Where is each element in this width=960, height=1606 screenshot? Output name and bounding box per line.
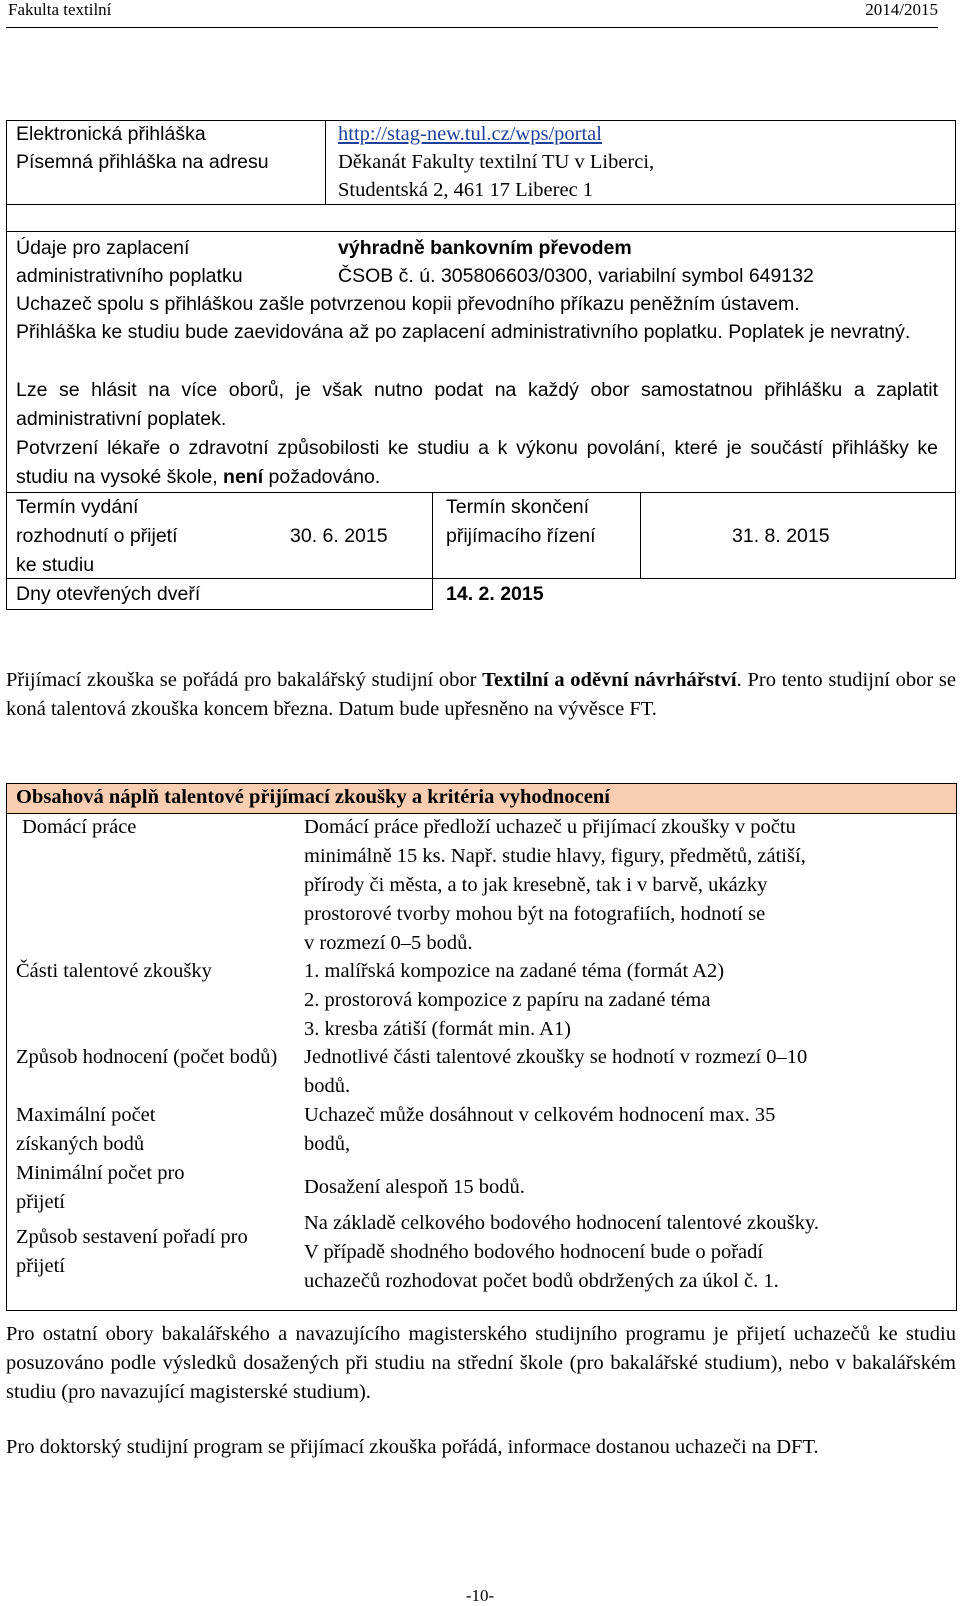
decision-label-line1: Termín vydání (16, 496, 139, 518)
row-label-max-points: Maximální počet získaných bodů (16, 1104, 156, 1155)
outro-paragraph-doctoral: Pro doktorský studijní program se přijímací zkouška pořádá, informace dostanou uchazeči na DFT. (6, 1436, 819, 1458)
running-header (8, 0, 938, 30)
intro-paragraph: Přijímací zkouška se pořádá pro bakalářský studijní obor Textilní a oděvní návrhářství. Pro tento studijní obor se koná talentová zkouška koncem března. Datum bude upřesněno na vývěsce FT. (6, 669, 956, 720)
row-value-ranking: Na základě celkového bodového hodnocení talentové zkoušky. V případě shodného bodového hodnocení bude o pořadí uchazečů rozhodovat počet bodů obdržených za úkol č. 1. (304, 1212, 819, 1292)
row-value-exam-parts: 1. malířská kompozice na zadané téma (formát A2) 2. prostorová kompozice z papíru na zadané téma 3. kresba zátiší (formát min. A1) (304, 960, 725, 1040)
fee-payment-method: výhradně bankovním převodem (338, 237, 632, 259)
row-value-scoring: Jednotlivé části talentové zkoušky se hodnotí v rozmezí 0–10 bodů. (304, 1046, 808, 1097)
header-year: 2014/2015 (865, 0, 938, 19)
row-value-min-points: Dosažení alespoň 15 bodů. (304, 1176, 525, 1198)
row-value-max-points: Uchazeč může dosáhnout v celkovém hodnocení max. 35 bodů, (304, 1104, 776, 1155)
application-info-table (6, 120, 958, 660)
end-date: 31. 8. 2015 (732, 525, 830, 547)
header-rule (6, 27, 938, 28)
fee-label-line2: administrativního poplatku (16, 265, 243, 287)
note-medical-certificate: Potvrzení lékaře o zdravotní způsobilosti ke studiu a k výkonu povolání, které je součástí přihlášky ke studiu na vysoké škole, není požadováno. (16, 437, 938, 488)
decision-date: 30. 6. 2015 (290, 525, 388, 547)
fee-label-line1: Údaje pro zaplacení (16, 237, 190, 259)
open-day-date: 14. 2. 2015 (446, 583, 544, 605)
row-label-exam-parts: Části talentové zkoušky (16, 960, 212, 982)
note-multiple-programs: Lze se hlásit na více oborů, je však nutno podat na každý obor samostatnou přihlášku a zaplatit administrativní poplatek. (16, 379, 938, 430)
end-label-line2: přijímacího řízení (446, 525, 596, 547)
talent-table-title: Obsahová náplň talentové přijímací zkoušky a kritéria vyhodnocení (16, 786, 610, 808)
row-label-scoring: Způsob hodnocení (počet bodů) (16, 1046, 278, 1068)
open-day-label: Dny otevřených dveří (16, 583, 201, 605)
page-number: -10- (465, 1586, 495, 1605)
decision-label-line3: ke studiu (16, 554, 95, 576)
decision-label-line2: rozhodnutí o přijetí (16, 525, 178, 547)
fee-bank-account: ČSOB č. ú. 305806603/0300, variabilní symbol 649132 (338, 265, 814, 287)
row-label-homework: Domácí práce (22, 816, 137, 838)
end-label-line1: Termín skončení (446, 496, 590, 518)
e-application-link[interactable]: http://stag-new.tul.cz/wps/portal (338, 123, 602, 145)
talent-exam-table (6, 783, 957, 1311)
note-transfer-copy: Uchazeč spolu s přihláškou zašle potvrzenou kopii převodního příkazu peněžním ústavem. (16, 293, 800, 315)
e-application-label: Elektronická přihláška (16, 123, 206, 145)
row-label-ranking: Způsob sestavení pořadí pro přijetí (16, 1226, 248, 1277)
dean-office-address: Děkanát Fakulty textilní TU v Liberci, (338, 151, 655, 173)
header-faculty: Fakulta textilní (8, 0, 112, 19)
outro-paragraph-other-programs: Pro ostatní obory bakalářského a navazujícího magisterského studijního programu je přijetí uchazečů ke studiu posuzováno podle výsledků dosažených při studiu na střední škole (pro bakalářské studium), nebo v bakalářském studiu (pro navazující magisterské studium). (6, 1323, 956, 1403)
row-label-min-points: Minimální počet pro přijetí (16, 1162, 185, 1213)
row-value-homework: Domácí práce předloží uchazeč u přijímací zkoušky v počtu minimálně 15 ks. Např. studie hlavy, figury, předmětů, zátiší, přírody či města, a to jak kresebně, tak i v barvě, ukázky prostorové tvorby mohou být na fotografiích, hodnotí se v rozmezí 0–5 bodů. (304, 816, 806, 954)
note-fee-nonrefundable: Přihláška ke studiu bude zaevidována až po zaplacení administrativního poplatku. Poplatek je nevratný. (16, 321, 911, 343)
paper-application-label: Písemná přihláška na adresu (16, 151, 269, 173)
street-address: Studentská 2, 461 17 Liberec 1 (338, 179, 594, 201)
